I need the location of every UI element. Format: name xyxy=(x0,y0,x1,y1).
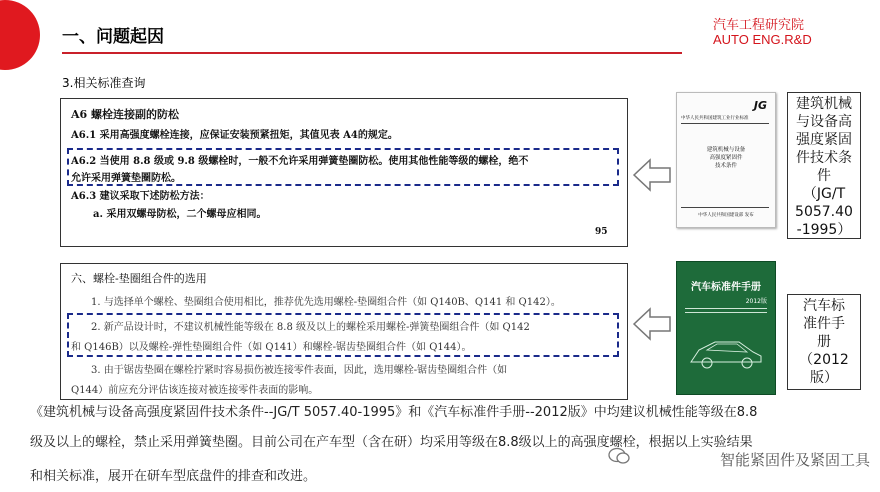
book1-top-line: 中华人民共和国建筑工业行业标准 xyxy=(681,116,749,121)
cover-rule xyxy=(681,207,769,208)
excerpt2-heading: 六、螺栓-垫圈组合件的选用 xyxy=(71,272,207,285)
brand-name-cn: 汽车工程研究院 xyxy=(713,18,805,33)
excerpt1-page-number: 95 xyxy=(595,227,608,237)
caption-line: 件技术条 xyxy=(796,150,852,166)
cover-rule xyxy=(685,312,767,313)
standard-excerpt-jg xyxy=(60,98,628,247)
excerpt1-line: 允许采用弹簧垫圈防松。 xyxy=(71,173,181,184)
left-arrow-icon xyxy=(632,158,672,192)
header-red-circle xyxy=(0,0,40,70)
title-underline xyxy=(62,52,682,54)
book2-title: 汽车标准件手册 xyxy=(691,282,761,293)
excerpt2-line: 1. 与选择单个螺栓、垫圈组合使用相比，推荐优先选用螺栓-垫圈组合件（如 Q140B、Q141 和 Q142）。 xyxy=(91,297,561,308)
caption-line: 建筑机械 xyxy=(796,96,852,112)
excerpt2-line: 和 Q146B）以及螺栓-弹性垫圈组合件（如 Q141）和螺栓-锯齿垫圈组合件（如 Q144）。 xyxy=(71,342,472,353)
book1-title-line: 技术条件 xyxy=(714,163,737,169)
section-subheading: 3.相关标准查询 xyxy=(62,76,146,90)
cover-rule xyxy=(681,123,769,124)
book1-title-line: 高强度紧固件 xyxy=(709,155,743,161)
page-title: 一、问题起因 xyxy=(62,27,164,47)
excerpt1-line: a. 采用双螺母防松，二个螺母应相同。 xyxy=(93,209,267,220)
caption-line: 版） xyxy=(810,370,838,386)
book1-title-line: 建筑机械与设备 xyxy=(706,147,746,153)
excerpt2-line: 2. 新产品设计时，不建议机械性能等级在 8.8 级及以上的螺栓采用螺栓-弹簧垫圈组合件（如 Q142 xyxy=(91,322,530,333)
watermark-text: 智能紧固件及紧固工具 xyxy=(719,451,870,469)
excerpt2-line: 3. 由于锯齿垫圈在螺栓拧紧时容易损伤被连接零件表面，因此，选用螺栓-锯齿垫圈组合件（如 xyxy=(91,365,508,376)
caption-handbook xyxy=(787,294,861,390)
book2-edition: 2012版 xyxy=(745,298,767,305)
caption-line: （JG/T xyxy=(802,186,846,202)
highlight-dashed-box xyxy=(67,148,619,186)
car-wireframe-icon xyxy=(687,332,765,372)
standard-excerpt-handbook xyxy=(60,263,628,400)
excerpt1-heading: A6 螺栓连接副的防松 xyxy=(71,108,180,121)
caption-line: 册 xyxy=(817,334,831,350)
jg-logo: JG xyxy=(753,99,767,112)
caption-line: -1995） xyxy=(796,222,852,238)
caption-line: 5057.40 xyxy=(795,204,853,220)
caption-line: 准件手 xyxy=(803,316,845,332)
wechat-icon xyxy=(608,447,630,465)
caption-line: 件 xyxy=(817,168,831,184)
excerpt1-line: A6.3 建议采取下述防松方法： xyxy=(71,191,210,202)
caption-line: 与设备高 xyxy=(796,114,852,130)
handbook-cover xyxy=(676,261,776,395)
summary-line-1: 《建筑机械与设备高强度紧固件技术条件--JG/T 5057.40-1995》和《汽车标准件手册--2012版》中均建议机械性能等级在8.8 xyxy=(30,405,758,420)
excerpt1-line: A6.1 采用高强度螺栓连接，应保证安装预紧扭矩，其值见表 A4的规定。 xyxy=(71,130,398,141)
summary-line-2: 级及以上的螺栓，禁止采用弹簧垫圈。目前公司在产车型（含在研）均采用等级在8.8级以上的高强度螺栓，根据以上实验结果 xyxy=(30,435,753,450)
caption-line: 强度紧固 xyxy=(796,132,852,148)
jg-standard-cover xyxy=(676,92,776,228)
highlight-dashed-box xyxy=(67,313,619,357)
cover-rule xyxy=(685,308,767,309)
caption-jg-standard xyxy=(787,92,861,239)
brand-name-en: AUTO ENG.R&D xyxy=(713,32,812,47)
caption-line: （2012 xyxy=(799,352,849,368)
caption-line: 汽车标 xyxy=(803,298,845,314)
left-arrow-icon xyxy=(632,307,672,341)
excerpt1-line: A6.2 当使用 8.8 级或 9.8 级螺栓时，一般不允许采用弹簧垫圈防松。使用其他性能等级的螺栓，绝不 xyxy=(71,156,529,167)
excerpt2-line: Q144）前应充分评估该连接对被连接零件表面的影响。 xyxy=(71,385,319,396)
book1-footer: 中华人民共和国建设部 发布 xyxy=(698,213,754,218)
summary-line-3: 和相关标准，展开在研车型底盘件的排查和改进。 xyxy=(30,469,317,484)
